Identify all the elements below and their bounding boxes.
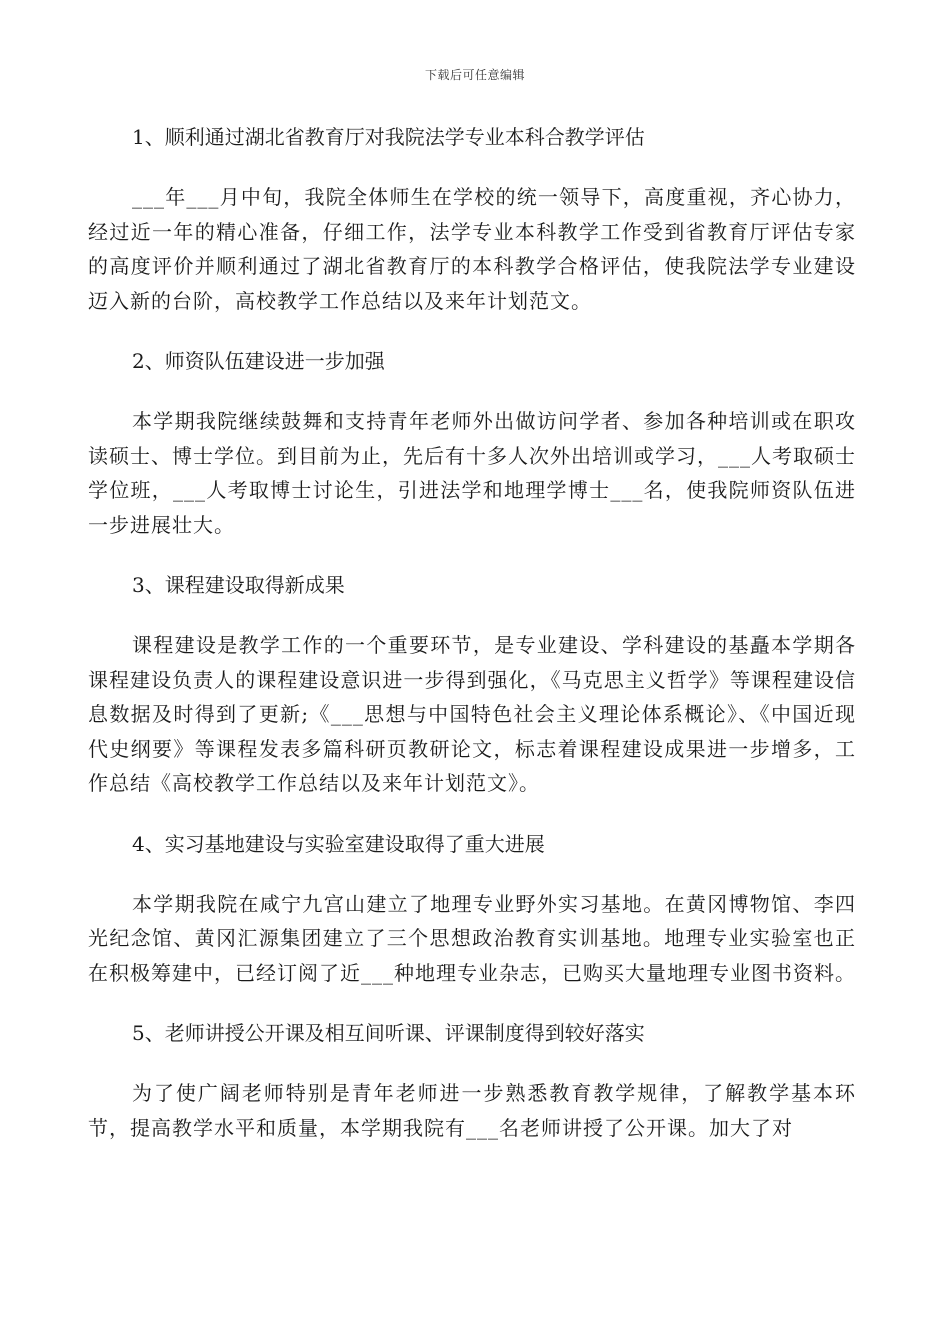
section-paragraph-4: 本学期我院在咸宁九宫山建立了地理专业野外实习基地。在黄冈博物馆、李四光纪念馆、黄冈汇源集团建立了三个思想政治教育实训基地。地理专业实验室也正在积极筹建中，已经订阅了近___种地理专业杂志，已购买大量地理专业图书资料。 xyxy=(88,891,856,985)
section-paragraph-3: 课程建设是教学工作的一个重要环节，是专业建设、学科建设的基矗本学期各课程建设负责人的课程建设意识进一步得到强化，《马克思主义哲学》等课程建设信息数据及时得到了更新;《___思想与中国特色社会主义理论体系概论》、《中国近现代史纲要》等课程发表多篇科研页教研论文，标志着课程建设成果进一步增多，工作总结《高校教学工作总结以及来年计划范文》。 xyxy=(88,633,856,795)
page-header-note: 下载后可任意编辑 xyxy=(424,68,525,82)
section-heading-4: 4、实习基地建设与实验室建设取得了重大进展 xyxy=(132,831,545,856)
section-paragraph-2: 本学期我院继续鼓舞和支持青年老师外出做访问学者、参加各种培训或在职攻读硕士、博士学位。到目前为止，先后有十多人次外出培训或学习，___人考取硕士学位班，___人考取博士讨论生，引进法学和地理学博士___名，使我院师资队伍进一步进展壮大。 xyxy=(88,409,856,537)
section-paragraph-5: 为了使广阔老师特别是青年老师进一步熟悉教育教学规律，了解教学基本环节，提高教学水平和质量，本学期我院有___名老师讲授了公开课。加大了对 xyxy=(88,1081,856,1140)
section-heading-1: 1、顺利通过湖北省教育厅对我院法学专业本科合教学评估 xyxy=(132,125,645,149)
section-paragraph-1: ___年___月中旬，我院全体师生在学校的统一领导下，高度重视，齐心协力，经过近一年的精心准备，仔细工作，法学专业本科教学工作受到省教育厅评估专家的高度评价并顺利通过了湖北省教育厅的本科教学合格评估，使我院法学专业建设迈入新的台阶，高校教学工作总结以及来年计划范文。 xyxy=(88,185,856,313)
section-heading-3: 3、课程建设取得新成果 xyxy=(132,573,345,597)
document-body xyxy=(88,120,856,1171)
section-heading-5: 5、老师讲授公开课及相互间听课、评课制度得到较好落实 xyxy=(132,1021,645,1045)
section-heading-2: 2、师资队伍建设进一步加强 xyxy=(132,349,385,373)
